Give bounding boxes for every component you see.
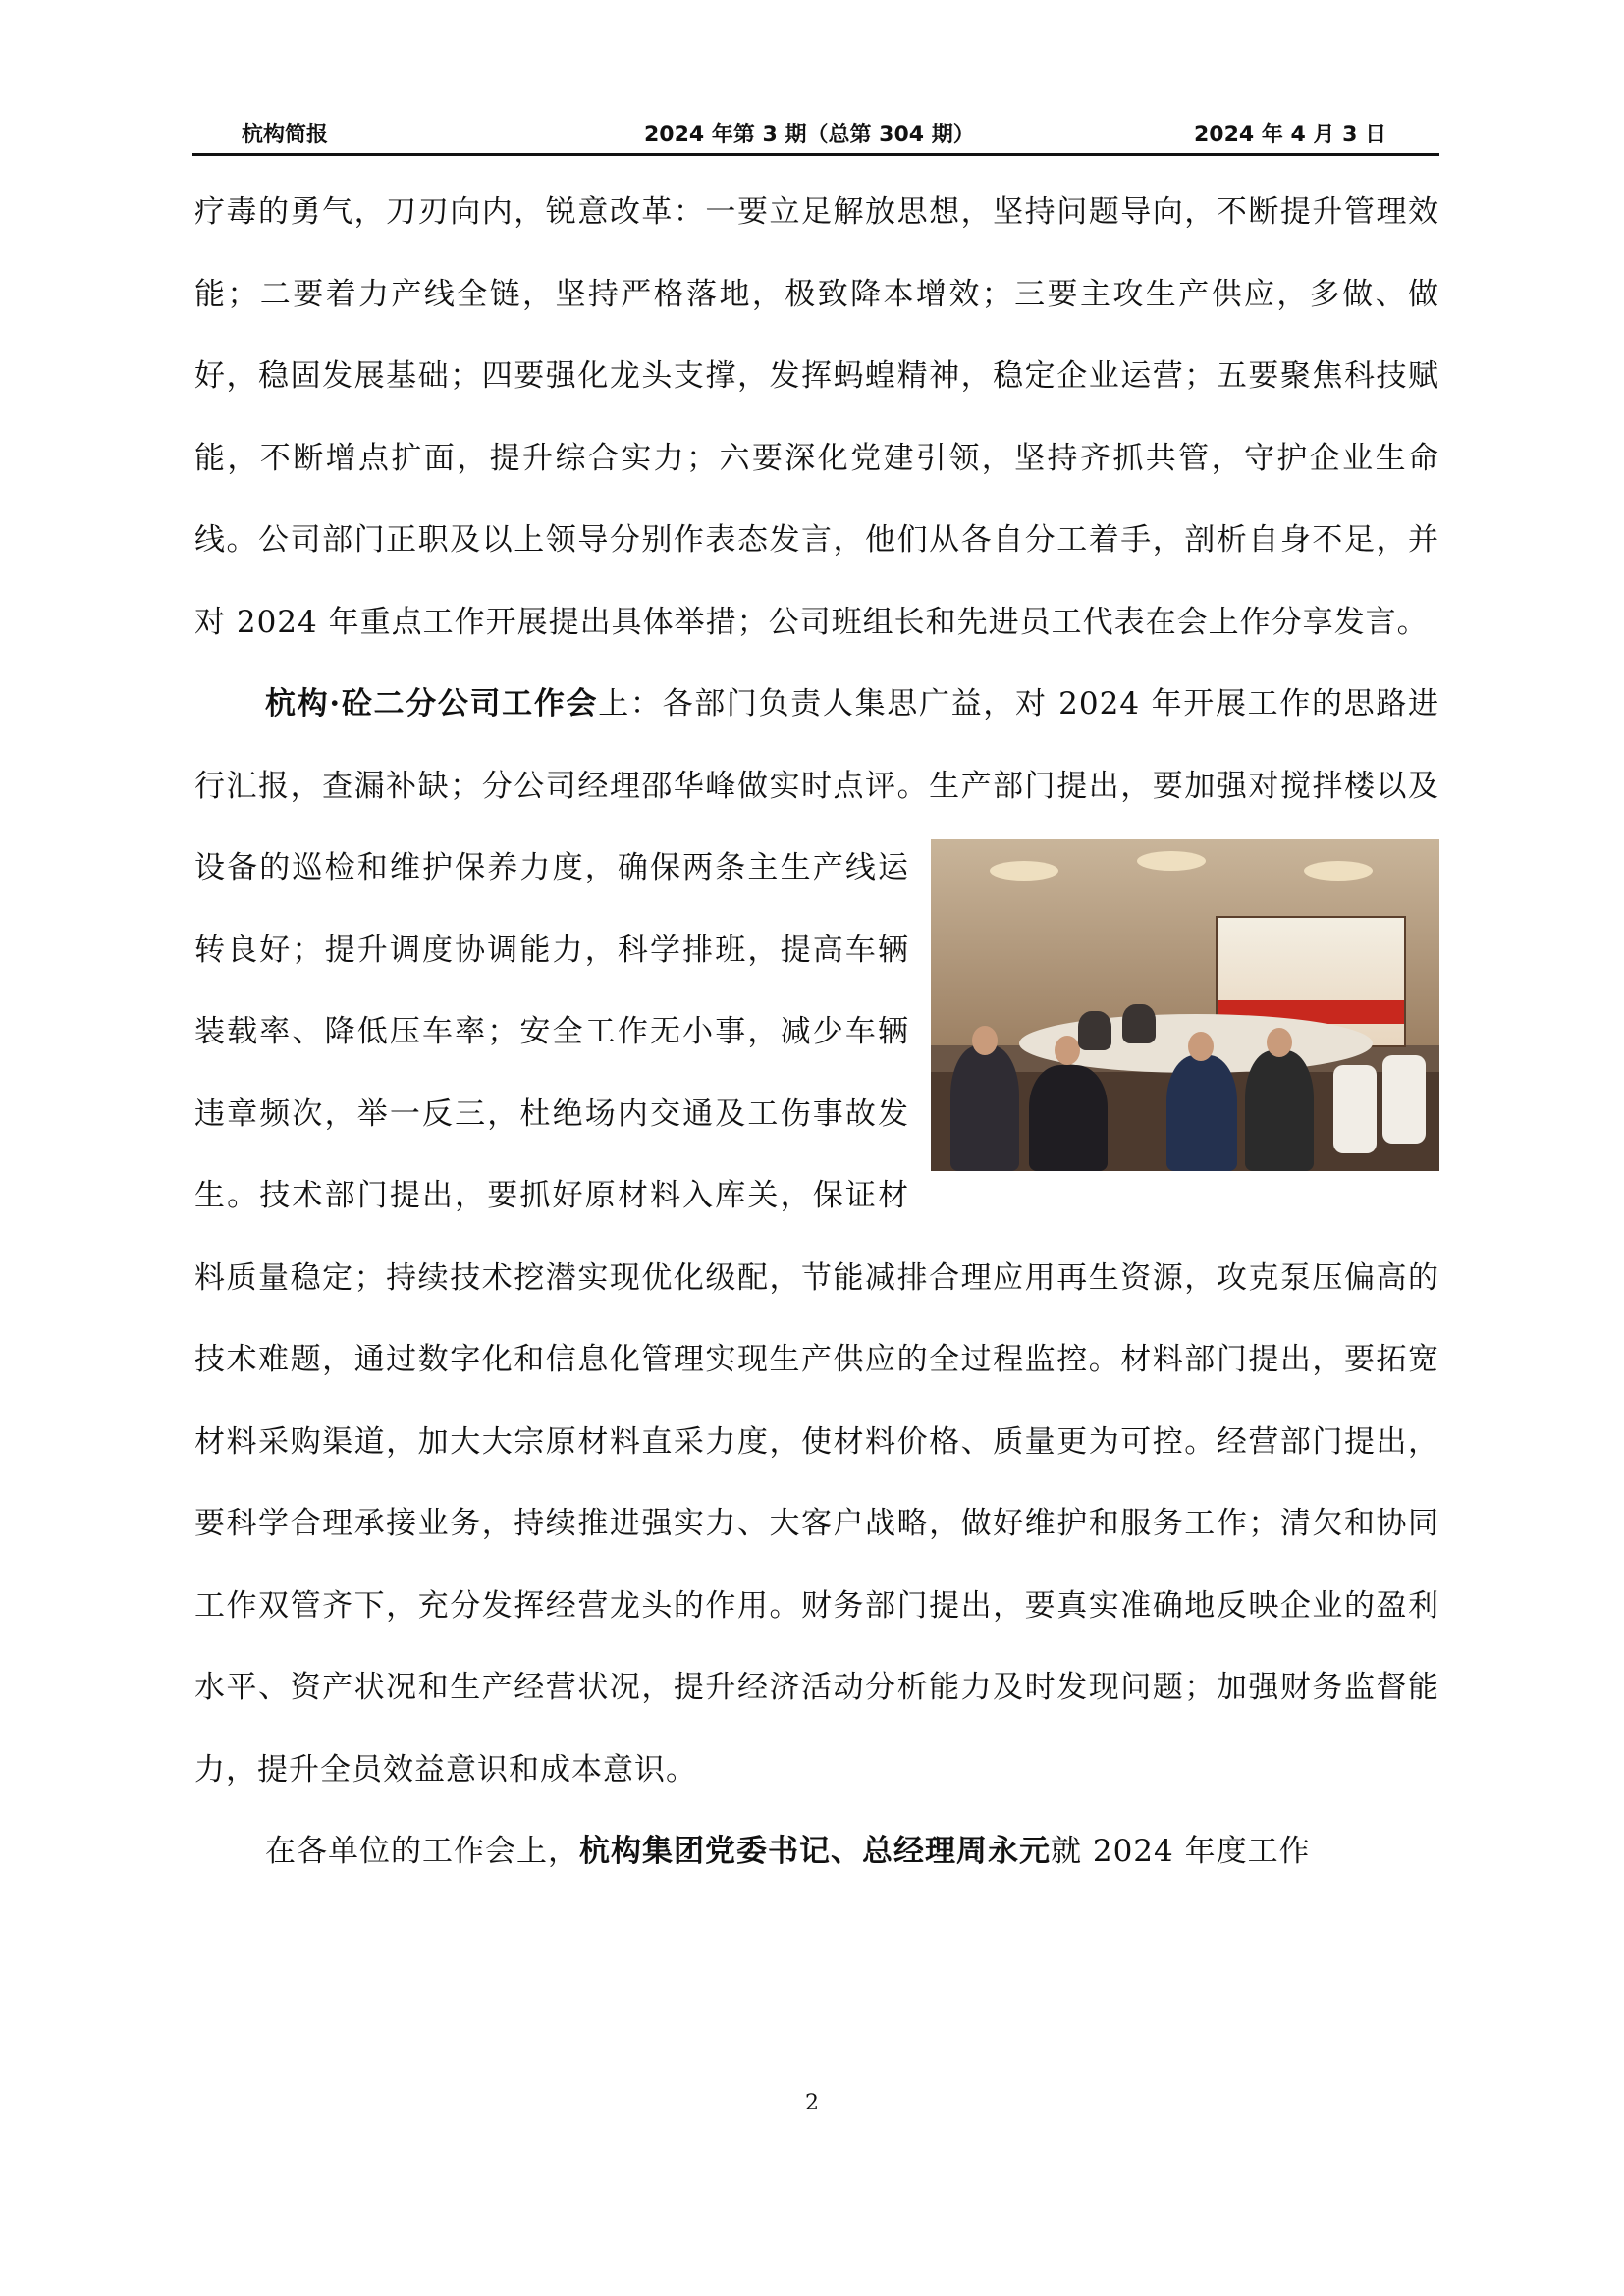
paragraph-2	[194, 664, 1439, 1811]
paragraph-2-text-lead: 上：各部门负责人集思广益，对 2024 年开展工作的思路进行汇报，查漏补缺；分公司经理邵华峰做实时点评。生产部门提出，要	[194, 686, 1439, 804]
header-date: 2024 年 4 月 3 日	[1194, 123, 1387, 147]
paragraph-3-person: 杭构集团党委书记、总经理周永元	[579, 1834, 1051, 1869]
meeting-photo	[931, 839, 1439, 1171]
article-body	[194, 172, 1439, 1894]
paragraph-3	[194, 1811, 1439, 1894]
page-number: 2	[805, 2091, 819, 2115]
paragraph-1: 疗毒的勇气，刀刃向内，锐意改革：一要立足解放思想，坚持问题导向，不断提升管理效能；二要着力产线全链，坚持严格落地，极致降本增效；三要主攻生产供应，多做、做好，稳固发展基础；四要强化龙头支撑，发挥蚂蝗精神，稳定企业运营；五要聚焦科技赋能，不断增点扩面，提升综合实力；六要深化党建引领，坚持齐抓共管，守护企业生命线。公司部门正职及以上领导分别作表态发言，他们从各自分工着手，剖析自身不足，并对 2024 年重点工作开展提出具体举措；公司班组长和先进员工代表在会上作分享发言。	[194, 194, 1439, 640]
page-header	[192, 106, 1439, 156]
paragraph-3-tail: 就 2024 年度工作	[1051, 1834, 1311, 1869]
paragraph-2-heading: 杭构·砼二分公司工作会	[265, 686, 599, 721]
header-issue: 2024 年第 3 期（总第 304 期）	[644, 123, 975, 147]
header-publication-name: 杭构简报	[242, 123, 329, 147]
paragraph-2-text-body: 加强对搅拌楼以及设备的巡检和维护保养力度，确保两条主生产线运转良好；提升调度协调能力，科学排班，提高车辆装载率、降低压车率；安全工作无小事，减少车辆违章频次，举一反三，杜绝场内交通及工伤事故发生。技术部门提出，要抓好原材料入库关，保证材料质量稳定；持续技术挖潜实现优化级配，节能减排合理应用再生资源，攻克泵压偏高的技术难题，通过数字化和信息化管理实现生产供应的全过程监控。材料部门提出，要拓宽材料采购渠道，加大大宗原材料直采力度，使材料价格、质量更为可控。经营部门提出，要科学合理承接业务，持续推进强实力、大客户战略，做好维护和服务工作；清欠和协同工作双管齐下，充分发挥经营龙头的作用。财务部门提出，要真实准确地反映企业的盈利水平、资产状况和生产经营状况，提升经济活动分析能力及时发现问题；加强财务监督能力，提升全员效益意识和成本意识。	[194, 768, 1439, 1788]
paragraph-3-lead: 在各单位的工作会上，	[265, 1834, 579, 1869]
